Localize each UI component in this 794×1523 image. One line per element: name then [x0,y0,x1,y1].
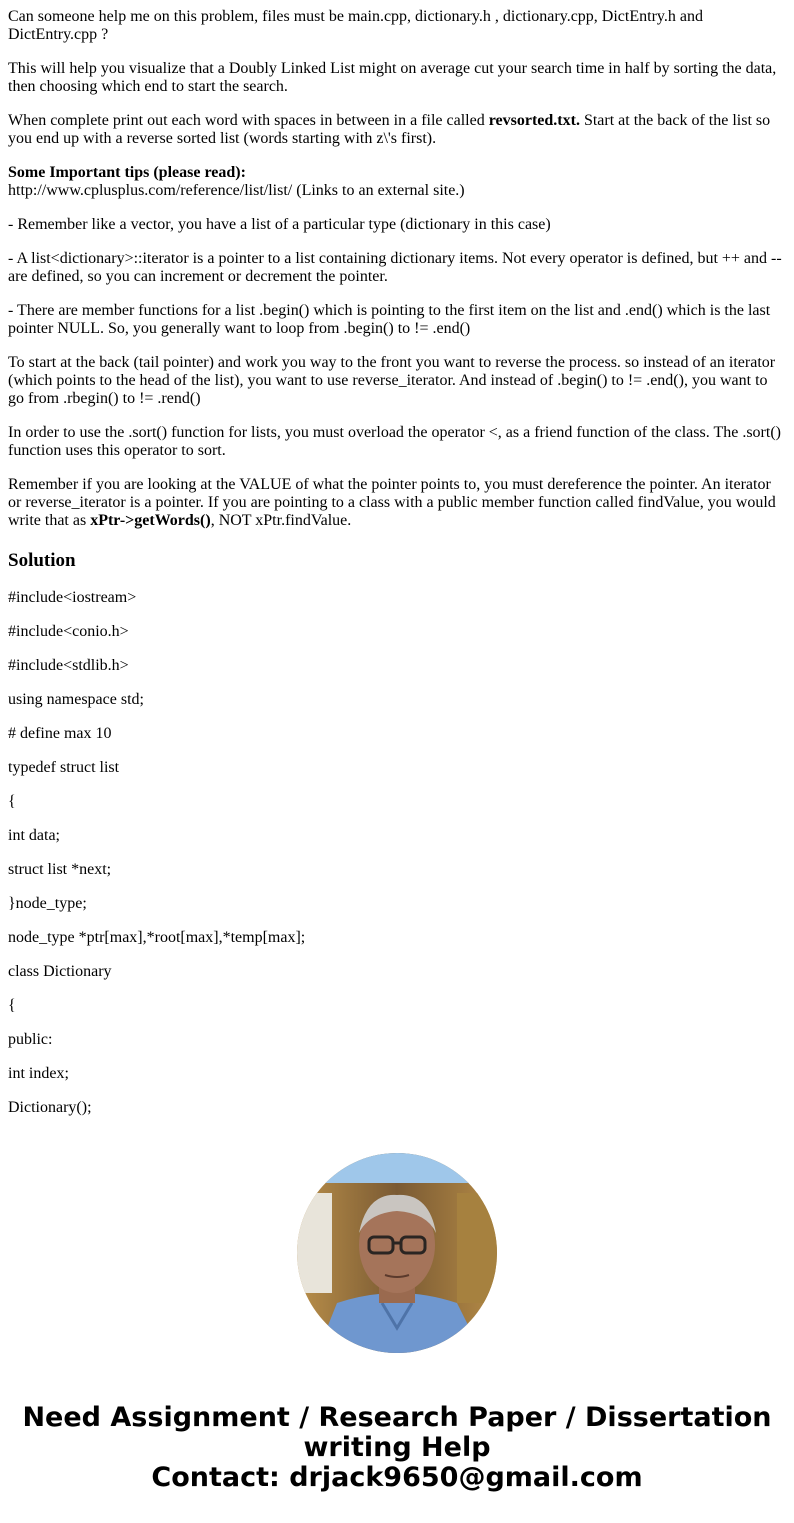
text-run: Start at the back of the list so you end up with a reverse sorted list (words starting with z\'s first). [8,112,771,147]
code-line: #include<stdlib.h> [8,657,129,674]
code-line: # define max 10 [8,725,112,742]
code-line: using namespace std; [8,691,144,708]
code-bold: xPtr->getWords() [90,512,211,529]
code-line: Dictionary(); [8,1099,92,1116]
question-paragraph [8,476,786,530]
question-intro: Can someone help me on this problem, files must be main.cpp, dictionary.h , dictionary.cpp, DictEntry.h and DictEntry.cpp ? [8,8,703,43]
code-line: }node_type; [8,895,87,912]
solution-code [8,589,786,1117]
promo-line: Need Assignment / Research Paper / Dissertation [22,1402,772,1433]
question-paragraph: In order to use the .sort() function for lists, you must overload the operator <, as a friend function of the class. The .sort() function uses this operator to sort. [8,424,781,459]
tutor-avatar [297,1153,497,1353]
filename-bold: revsorted.txt. [488,112,580,129]
code-line: node_type *ptr[max],*root[max],*temp[max]; [8,929,306,946]
code-line: #include<conio.h> [8,623,129,640]
promo-line: writing Help [303,1432,491,1463]
question-paragraph [8,112,786,148]
tips-heading: Some Important tips (please read): [8,164,246,181]
text-run: , NOT xPtr.findValue. [210,512,352,529]
tip-item: - A list<dictionary>::iterator is a pointer to a list containing dictionary items. Not every operator is defined, but ++ and -- are defined, so you can increment or decrement the pointer. [8,250,782,285]
code-line: class Dictionary [8,963,112,980]
tutor-photo [297,1153,497,1353]
code-line: public: [8,1031,53,1048]
contact-line: Contact: drjack9650@gmail.com [151,1462,643,1493]
code-line: #include<iostream> [8,589,137,606]
code-line: int index; [8,1065,69,1082]
tip-item: - There are member functions for a list .begin() which is pointing to the first item on the list and .end() which is the last pointer NULL. So, you generally want to loop from .begin() to != .end() [8,302,771,337]
reference-link-text: http://www.cplusplus.com/reference/list/list/ (Links to an external site.) [8,182,465,199]
question-paragraph: This will help you visualize that a Doubly Linked List might on average cut your search time in half by sorting the data, then choosing which end to start the search. [8,60,777,95]
text-run: Remember if you are looking at the VALUE of what the pointer points to, you must dereference the pointer. An iterator or reverse_iterator is a pointer. If you are pointing to a class with a public member function called findValue, you would write that as [8,476,776,529]
code-line: struct list *next; [8,861,112,878]
code-line: int data; [8,827,60,844]
promo-footer [0,1403,794,1493]
tip-item: - Remember like a vector, you have a list of a particular type (dictionary in this case) [8,216,551,233]
solution-heading: Solution [8,550,76,571]
question-paragraph: To start at the back (tail pointer) and work you way to the front you want to reverse the process. so instead of an iterator (which points to the head of the list), you want to use reverse_iterator. And instead of .begin() to != .end(), you want to go from .rbegin() to != .rend() [8,354,776,407]
code-line: { [8,793,16,810]
text-run: When complete print out each word with spaces in between in a file called [8,112,489,129]
code-line: typedef struct list [8,759,120,776]
code-line: { [8,997,16,1014]
